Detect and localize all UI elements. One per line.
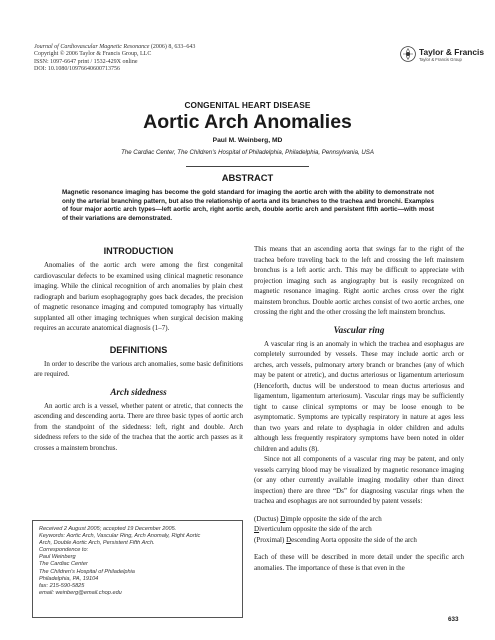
- page-number: 633: [448, 616, 459, 623]
- abstract-text: Magnetic resonance imaging has become the gold standard for imaging the aortic arch with the ability to demonstrate not only the arterial branching pattern, but also the relationship of aorta and its branches to the trachea and bronchi. Examples of four major aortic arch types—left aortic arch, right aortic arch, double aortic arch and persistent fifth aortic—with most of their variations are demonstrated.: [62, 189, 434, 222]
- list-item: (Ductus) Dimple opposite the side of the arch: [254, 514, 382, 523]
- arch-sidedness-heading: Arch sidedness: [110, 386, 167, 397]
- section-label: CONGENITAL HEART DISEASE: [184, 100, 311, 110]
- publisher-logo-icon: [400, 46, 416, 62]
- vascular-ring-paragraph-2: Since not all components of a vascular ring may be patent, and only vessels carrying blood may be visualized by magnetic resonance imaging (or any other currently available imaging modality other than direct inspection) there are three “Ds” for diagnosing vascular rings when the trachea and esophagus are not surrounded by patent vessels:: [254, 455, 464, 505]
- three-ds-list: [254, 514, 464, 546]
- sidedness-continued-paragraph: This means that an ascending aorta that swings far to the right of the trachea before traveling back to the left and crossing the left mainstem bronchus is a left aortic arch. This may be difficult to appreciate with projection imaging such as angiography but is easily recognized on magnetic resonance imaging. Right aortic arches cross over the right mainstem bronchus. Double aortic arches consist of two aortic arches, one crossing the right and the other crossing the left mainstem bronchus.: [254, 245, 464, 316]
- publisher-subtitle: Taylor & Francis Group: [419, 57, 462, 62]
- copyright-line: Copyright © 2006 Taylor & Francis Group, LLC: [34, 51, 152, 58]
- correspondence-fax: fax: 215-590-5825: [39, 582, 85, 589]
- list-item: (Proximal) Descending Aorta opposite the side of the arch: [254, 535, 417, 544]
- right-column: [254, 244, 464, 573]
- received-dates: Received 2 August 2005; accepted 19 December 2005.: [39, 526, 177, 532]
- journal-name: Journal of Cardiovascular Magnetic Resonance: [34, 44, 150, 50]
- vascular-ring-heading: Vascular ring: [333, 324, 385, 335]
- left-column: [34, 246, 243, 453]
- list-item: Diverticulum opposite the side of the arch: [254, 525, 372, 533]
- definitions-heading: DEFINITIONS: [109, 344, 168, 355]
- vascular-ring-paragraph-1: A vascular ring is an anomaly in which the trachea and esophagus are completely surrounded by vessels. These may include aortic arch or arches, arch vessels, pulmonary artery branch or branches (any of which may be patent or atretic), and ductus arteriosus or ligamentum arteriosum (Henceforth, ductus will be understood to mean ductus arteriosus and ligamentum, ligamentum arteriosum). Vascular rings may be sufficiently tight to cause clinical symptoms or may be loose enough to be asymptomatic. Symptoms are typically respiratory in nature at ages less than two years and relate to dysphagia in older children and adults although less frequently respiratory symptoms have been noted in older children and adults (8).: [254, 339, 464, 453]
- author-affiliation: The Cardiac Center, The Children's Hospital of Philadelphia, Philadelphia, Pennsylvania, USA: [121, 149, 374, 156]
- journal-citation: Journal of Cardiovascular Magnetic Resonance (2006) 8, 633–643: [34, 44, 196, 50]
- intro-paragraph: Anomalies of the aortic arch were among the first congenital cardiovascular defects to be examined using clinical magnetic resonance imaging. While the clinical recognition of arch anomalies by plain chest radiograph and barium esophagography goes back decades, the precision of magnetic resonance imaging and computed tomography has virtually supplanted all other imaging techniques when surgical decision making requires an accurate anatomical diagnosis (1–7).: [34, 261, 243, 332]
- title-divider: [186, 166, 309, 167]
- correspondence-name: Paul Weinberg: [39, 554, 76, 561]
- abstract-heading: ABSTRACT: [221, 172, 274, 183]
- article-title: Aortic Arch Anomalies: [143, 111, 352, 133]
- keywords-line: Keywords: Aortic Arch, Vascular Ring, Arch Anomaly, Right Aortic: [39, 533, 201, 540]
- correspondence-org: The Cardiac Center: [39, 561, 88, 568]
- correspondence-org-2: The Children's Hospital of Philadelphia: [39, 568, 135, 575]
- issn-line: ISSN: 1097-6647 print / 1532-429X online: [34, 58, 138, 65]
- arch-sidedness-paragraph: An aortic arch is a vessel, whether patent or atretic, that connects the ascending and descending aorta. There are three basic types of aortic arch from the standpoint of the sidedness: left, right and double. Arch sidedness refers to the side of the trachea that the aortic arch passes as it crosses a mainstem bronchus.: [34, 401, 243, 452]
- publisher-logo: [400, 45, 485, 69]
- correspondence-email: email: weinberg@email.chop.edu: [39, 589, 122, 596]
- publisher-name: Taylor & Francis: [419, 47, 485, 57]
- vascular-ring-paragraph-3: Each of these will be described in more detail under the specific arch anomalies. The importance of these is that even in the: [254, 553, 464, 572]
- doi-line: DOI: 10.1080/10976640600713756: [34, 66, 120, 73]
- definitions-paragraph: In order to describe the various arch anomalies, some basic definitions are required.: [34, 359, 243, 378]
- journal-header: [34, 44, 195, 74]
- keywords-line-2: Arch, Double Aortic Arch, Persistent Fifth Arch.: [39, 540, 155, 547]
- correspondence-city: Philadelphia, PA, 19104: [39, 575, 99, 582]
- intro-heading: INTRODUCTION: [103, 246, 174, 256]
- correspondence-label: Correspondence to:: [39, 547, 89, 554]
- author-name: Paul M. Weinberg, MD: [212, 137, 283, 144]
- received-box: [32, 520, 243, 618]
